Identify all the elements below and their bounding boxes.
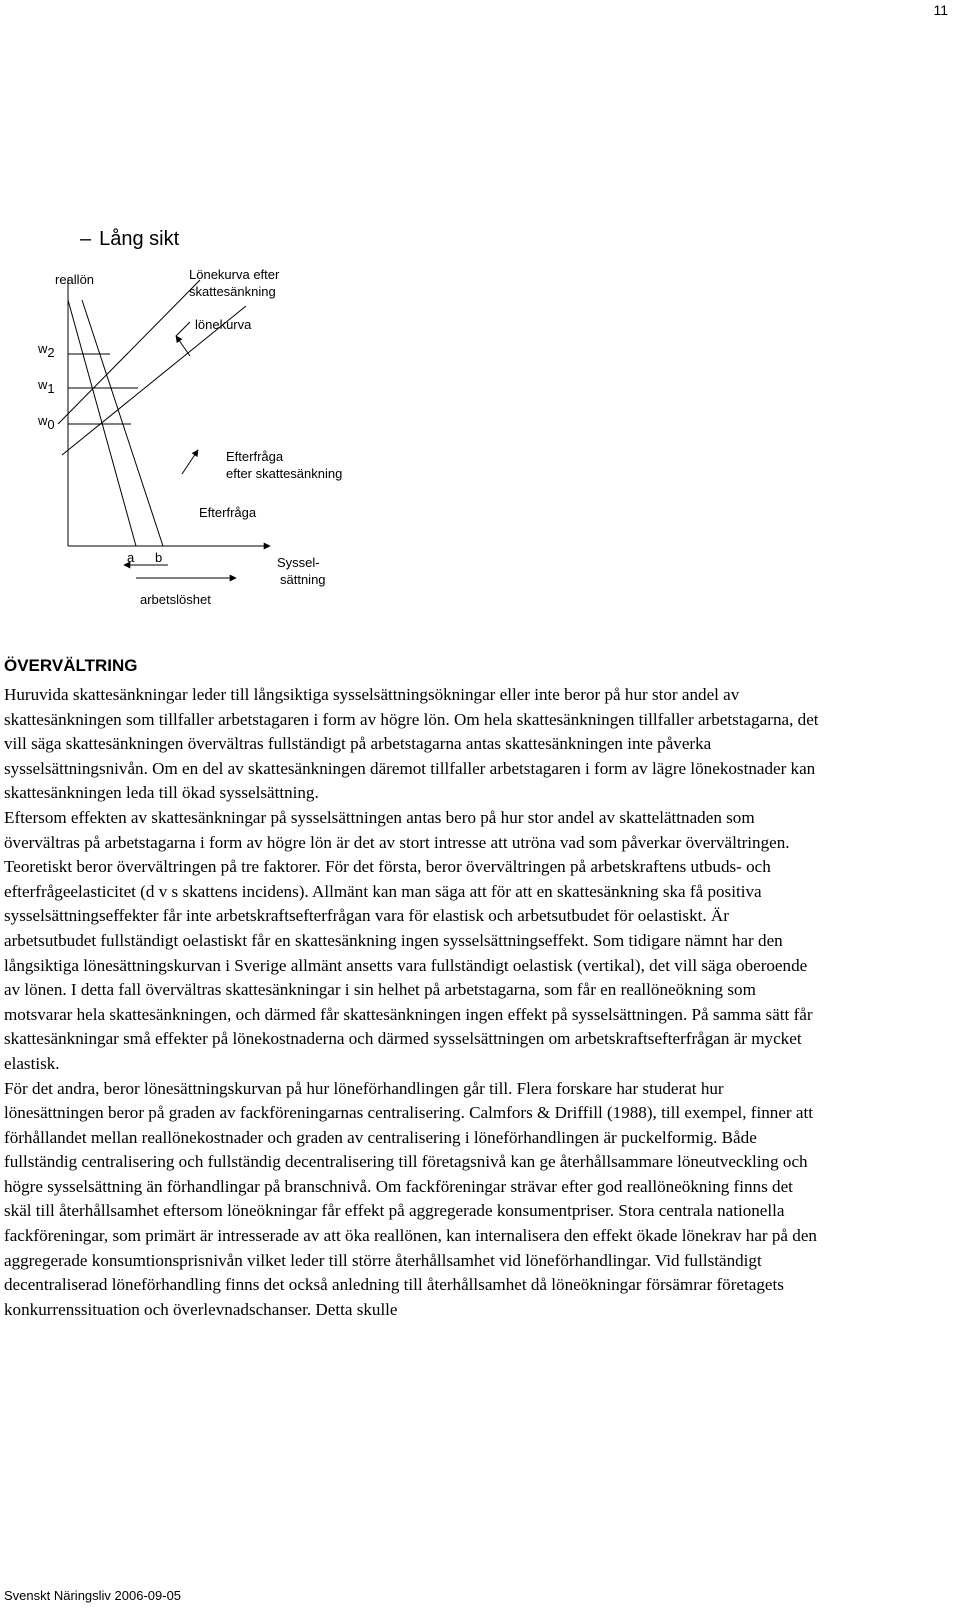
wage-curve-shift-arrow: [176, 322, 190, 336]
w0-letter: w: [38, 413, 48, 428]
demand-after-label-line2: efter skattesänkning: [226, 466, 343, 481]
demand-after-label-line1: Efterfråga: [226, 449, 284, 464]
w0-label: [37, 413, 55, 432]
wage-curve-label: lönekurva: [195, 317, 252, 332]
x-axis-label-line1: Syssel-: [277, 555, 320, 570]
section-heading: ÖVERVÄLTRING: [4, 656, 138, 675]
long-run-labor-market-diagram: [0, 250, 420, 620]
wage-curve-shift-arrow-head: [176, 336, 190, 356]
x-axis-label-line2: sättning: [280, 572, 326, 587]
demand-curve-after-tax-cut: [82, 300, 163, 546]
y-axis-label: reallön: [55, 272, 95, 287]
w1-letter: w: [38, 377, 48, 392]
w2-subscript: 2: [47, 345, 55, 360]
paragraph-1: Huruvida skattesänkningar leder till långsiktiga sysselsättningsökningar eller inte beror på hur stor andel av skattesänkningen som tillfaller arbetstagaren i form av högre lön. Om hela skattesänkningen tillfaller arbetstagarna, det vill säga skattesänkningen övervältras fullständigt på arbetstagarna antas skattesänkningen inte påverka sysselsättningsnivån. Om en del av skattesänkningen däremot tillfaller arbetstagaren i form av lägre lönekostnader kan skattesänkningen leda till ökad sysselsättning.: [4, 685, 819, 803]
page-number: 11: [933, 2, 948, 18]
w2-label: [37, 341, 55, 360]
w1-subscript: 1: [47, 381, 55, 396]
point-a-label: a: [127, 550, 135, 565]
w2-letter: w: [38, 341, 48, 356]
demand-curve: [68, 300, 136, 546]
w1-label: [37, 377, 55, 396]
paragraph-3: För det andra, beror lönesättningskurvan på hur löneförhandlingen går till. Flera forskare har studerat hur lönesättningen beror på graden av fackföreningarnas centralisering. Calmfors & Driffill (1988), till exempel, finner att förhållandet mellan reallönekostnader och graden av centralisering i löneförhandlingen är puckelformig. Både fullständig centralisering och fullständig decentralisering till företagsnivå kan ge återhållsammare löneutveckling och högre sysselsättning än förhandlingar på branschnivå. Om fackföreningar strävar efter god reallöneökning finns det skäl till återhållsamhet eftersom löneökningar får effekt på aggregerade konsumentpriser. Stora centrala nationella fackföreningar, som primärt är intresserade av att öka reallönen, kan internalisera den effekt ökade lönekrav har på den aggregerade konsumtionsprisnivån vilket leder till större återhållsamhet vid löneförhandlingar. Vid fullständigt decentraliserad löneförhandling finns det också anledning till återhållsamhet då löneökningar försämrar företagets konkurrenssituation och överlevnadschanser. Detta skulle: [4, 1078, 817, 1319]
wage-curve-after-tax-cut: [58, 280, 200, 424]
section-title-text: Lång sikt: [99, 228, 180, 250]
wage-curve-after-label-line2: skattesänkning: [189, 284, 276, 299]
footer: Svenskt Näringsliv 2006-09-05: [4, 1588, 182, 1603]
demand-label: Efterfråga: [199, 505, 257, 520]
dash-bullet-icon: –: [80, 228, 92, 250]
unemployment-label: arbetslöshet: [140, 592, 211, 607]
paragraph-2: Eftersom effekten av skattesänkningar på sysselsättningen antas bero på hur stor andel av skattelättnaden som övervältras på arbetstagarna i form av högre lön är det av stort intresse att utröna vad som påverkar övervältringen. Teoretiskt beror övervältringen på tre faktorer. För det första, beror övervältringen på arbetskraftens utbuds- och efterfrågeelasticitet (d v s skattens incidens). Allmänt kan man säga att för att en skattesänkning ska få positiva sysselsättningseffekter får inte arbetskraftsefterfrågan vara för elastisk och arbetsutbudet för oelastiskt. Är arbetsutbudet fullständigt oelastiskt får en skattesänkning ingen sysselsättningseffekt. Som tidigare nämnt har den långsiktiga lönesättningskurvan i Sverige allmänt ansetts vara fullständigt oelastisk (vertikal), det vill säga oberoende av lönen. I detta fall övervältras skattesänkningar i sin helhet på arbetstagarna, som får en reallöneökning som motsvarar hela skattesänkningen, och därmed får skattesänkningen ingen effekt på sysselsättningen. På samma sätt får skattesänkningar små effekter på lönekostnaderna och därmed sysselsättningen om arbetskraftsefterfrågan är mycket elastisk.: [4, 807, 813, 1073]
point-b-label: b: [155, 550, 163, 565]
section-title: [80, 228, 179, 251]
body-text: [4, 683, 824, 1322]
wage-curve-after-label-line1: Lönekurva efter: [189, 267, 280, 282]
demand-shift-arrow: [182, 450, 198, 474]
w0-subscript: 0: [47, 417, 55, 432]
